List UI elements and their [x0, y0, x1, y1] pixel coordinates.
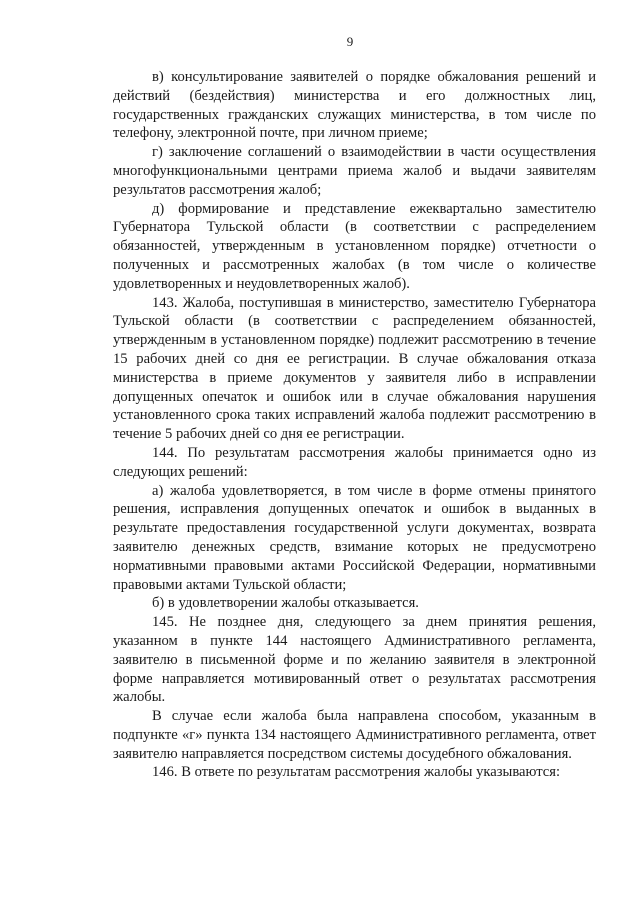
- paragraph-v-consulting: в) консультирование заявителей о порядке обжалования решений и действий (бездействия) министерства и его должностных лиц, государственных гражданских служащих министерства, в том числе по телефону, электронной почте, при личном приеме;: [113, 69, 596, 142]
- paragraph-145: 145. Не позднее дня, следующего за днем принятия решения, указанном в пункте 144 настоящего Административного регламента, заявителю в письменной форме и по желанию заявителя в электронной форме направляется мотивированный ответ о результатах рассмотрения жалобы.: [113, 614, 596, 706]
- paragraph-d-reporting: д) формирование и представление ежеквартально заместителю Губернатора Тульской области (в соответствии с распределением обязанностей, утвержденным в установленном порядке) отчетности о полученных и рассмотренных жалобах (в том числе о количестве удовлетворенных и неудовлетворенных жалоб).: [113, 200, 596, 292]
- paragraph-144-b: б) в удовлетворении жалобы отказывается.: [152, 595, 419, 612]
- paragraph-g-agreements: г) заключение соглашений о взаимодействии в части осуществления многофункциональными центрами приема жалоб и выдачи заявителям результатов рассмотрения жалоб;: [113, 144, 596, 198]
- page-number: 9: [346, 34, 354, 49]
- document-body: [113, 68, 596, 782]
- paragraph-146: 146. В ответе по результатам рассмотрения жалобы указываются:: [152, 764, 561, 781]
- paragraph-144: 144. По результатам рассмотрения жалобы принимается одно из следующих решений:: [113, 444, 596, 480]
- paragraph-145-case: В случае если жалоба была направлена способом, указанным в подпункте «г» пункта 134 настоящего Административного регламента, ответ заявителю направляется посредством системы досудебного обжалования.: [113, 708, 596, 762]
- paragraph-143: 143. Жалоба, поступившая в министерство, заместителю Губернатора Тульской области (в соответствии с распределением обязанностей, утвержденным в установленном порядке) подлежит рассмотрению в течение 15 рабочих дней со дня ее регистрации. В случае обжалования отказа министерства в приеме документов у заявителя либо в исправлении допущенных опечаток и ошибок или в случае обжалования нарушения установленного срока таких исправлений жалоба подлежит рассмотрению в течение 5 рабочих дней со дня ее регистрации.: [113, 294, 596, 443]
- paragraph-144-a: а) жалоба удовлетворяется, в том числе в форме отмены принятого решения, исправления допущенных опечаток и ошибок в выданных в результате предоставления государственной услуги документах, возврата заявителю денежных средств, взимание которых не предусмотрено нормативными правовыми актами Российской Федерации, нормативными правовыми актами Тульской области;: [113, 482, 596, 593]
